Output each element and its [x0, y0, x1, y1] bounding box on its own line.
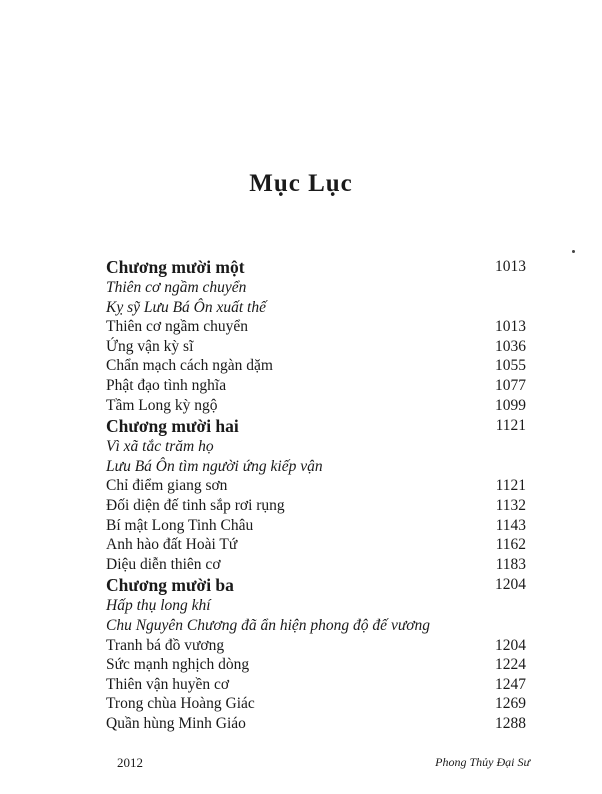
toc-page-number: 1055 [495, 357, 526, 375]
toc-page-number: 1204 [495, 636, 526, 654]
toc-page-number: 1143 [495, 516, 526, 534]
toc-page-number: 1183 [495, 555, 526, 573]
toc-entry-title: Chẩn mạch cách ngàn dặm [106, 357, 273, 375]
toc-entry-title: Diệu diễn thiên cơ [106, 555, 221, 573]
toc-entry-title: Chương mười một [106, 257, 245, 277]
toc-entry-title: Đối diện đế tinh sắp rơi rụng [106, 496, 285, 514]
toc-page-number: 1013 [495, 258, 526, 275]
toc-entry-title: Chu Nguyên Chương đã ẩn hiện phong độ đế vương [106, 616, 431, 634]
toc-entry [106, 555, 526, 575]
toc-entry-title: Hấp thụ long khí [106, 597, 211, 615]
toc-entry [106, 396, 526, 416]
toc-entry-title: Kỵ sỹ Lưu Bá Ôn xuất thế [106, 298, 266, 316]
toc-chapter-subtitle [106, 457, 526, 477]
toc-entry [106, 636, 526, 656]
toc-chapter-subtitle [106, 298, 526, 318]
print-speck [572, 250, 575, 253]
toc-chapter-subtitle [106, 616, 526, 636]
toc-page-number: 1224 [495, 656, 526, 674]
toc-chapter-subtitle [106, 596, 526, 616]
toc-entry-title: Sức mạnh nghịch dòng [106, 656, 250, 674]
toc-entry [106, 476, 526, 496]
footer-page-number: 2012 [117, 755, 143, 770]
toc-entry-title: Tranh bá đồ vương [106, 636, 225, 654]
page-title: Mục Lục [249, 170, 353, 197]
toc-entry [106, 496, 526, 516]
toc-entry-title: Lưu Bá Ôn tìm người ứng kiếp vận [106, 457, 323, 475]
toc-chapter-heading [106, 574, 526, 596]
toc-entry-title: Chương mười hai [106, 416, 239, 437]
toc-entry [106, 337, 526, 357]
toc-entry-title: Tầm Long kỳ ngộ [106, 396, 218, 414]
toc-page-number: 1247 [495, 675, 526, 693]
toc-page-number: 1013 [495, 318, 526, 336]
toc-page-number: 1162 [495, 536, 526, 554]
toc-entry-title: Vì xã tắc trăm họ [106, 438, 214, 456]
toc-page-number: 1099 [495, 396, 526, 414]
toc-entry-title: Phật đạo tình nghĩa [106, 376, 227, 394]
toc-entry-title: Thiên vận huyền cơ [106, 675, 230, 693]
toc-entry-title: Anh hào đất Hoài Tứ [106, 536, 238, 554]
toc-entry-title: Quần hùng Minh Giáo [106, 714, 246, 732]
table-of-contents [106, 256, 526, 733]
toc-entry [106, 694, 526, 714]
toc-entry-title: Thiên cơ ngầm chuyển [106, 279, 247, 296]
toc-page-number: 1121 [495, 477, 526, 495]
toc-entry [106, 535, 526, 555]
toc-entry-title: Bí mật Long Tinh Châu [106, 516, 254, 534]
toc-page-number: 1132 [495, 496, 526, 514]
toc-page-number: 1204 [495, 576, 526, 594]
toc-page-number: 1036 [495, 337, 526, 355]
toc-page-number: 1121 [495, 417, 526, 435]
toc-entry [106, 655, 526, 675]
toc-page-number: 1288 [495, 714, 526, 732]
toc-chapter-subtitle [106, 278, 526, 298]
toc-page-number: 1077 [495, 376, 526, 394]
toc-entry [106, 317, 526, 337]
toc-entry [106, 356, 526, 376]
toc-entry [106, 714, 526, 734]
toc-chapter-heading [106, 256, 526, 278]
toc-chapter-heading [106, 415, 526, 437]
toc-entry-title: Chương mười ba [106, 575, 234, 596]
toc-page-number: 1269 [495, 695, 526, 713]
toc-entry [106, 516, 526, 536]
toc-entry-title: Thiên cơ ngầm chuyển [106, 318, 249, 336]
toc-entry-title: Chỉ điểm giang sơn [106, 477, 228, 495]
toc-entry-title: Ứng vận kỳ sĩ [106, 337, 194, 355]
toc-entry [106, 376, 526, 396]
toc-entry-title: Trong chùa Hoàng Giác [106, 695, 255, 713]
footer-book-title: Phong Thủy Đại Sư [435, 755, 530, 769]
toc-entry [106, 675, 526, 695]
toc-chapter-subtitle [106, 437, 526, 457]
